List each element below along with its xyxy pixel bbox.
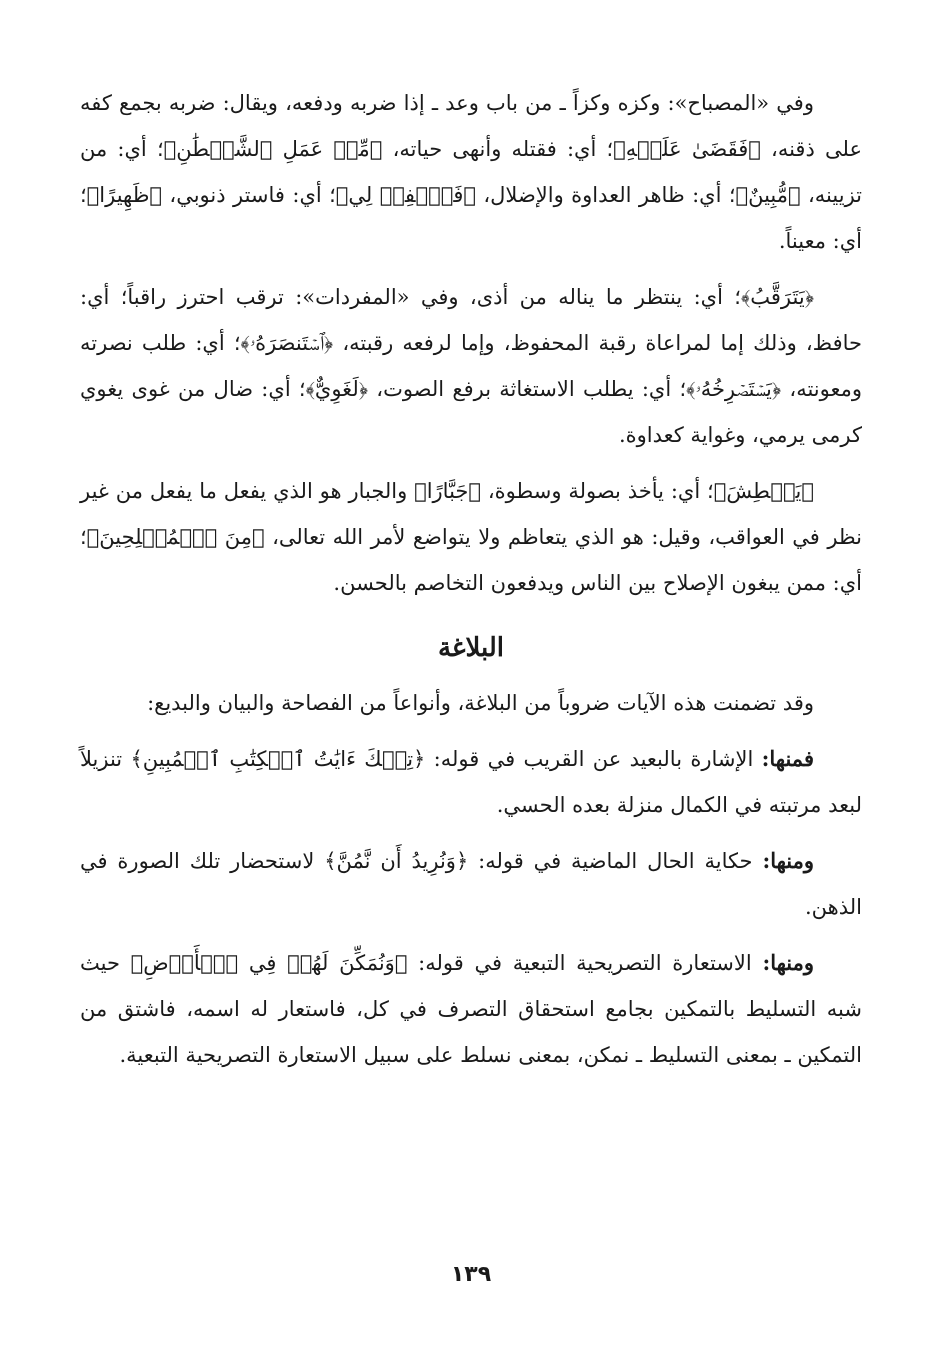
paragraph-balagha-intro: وقد تضمنت هذه الآيات ضروباً من البلاغة، وأنواعاً من الفصاحة والبيان والبديع: xyxy=(147,691,814,715)
item-lead: فمنها: xyxy=(761,746,814,771)
section-title: البلاغة xyxy=(437,633,505,663)
paragraph-misbah: وفي «المصباح»: وكزه وكزاً ـ من باب وعد ـ إذا ضربه ودفعه، ويقال: ضربه بجمع كفه على ذقنه، ﴿فَقَضَىٰ عَلَيۡهِ﴾؛ أي: فقتله وأنهى حياته، ﴿مِّنۡ عَمَلِ ٱلشَّيۡطَٰنِ﴾؛ أي: من تزيينه، ﴿مُّبِينٌ﴾؛ أي: ظاهر العداوة والإضلال، ﴿فَٱغۡفِرۡ لِي﴾؛ أي: فاستر ذنوبي، ﴿ظَهِيرًا﴾؛ أي: معيناً. xyxy=(80,91,862,253)
item-lead: ومنها: xyxy=(762,950,814,975)
balagha-item-1 xyxy=(80,736,862,828)
paragraph-yabtish: ﴿يَبۡطِشَ﴾؛ أي: يأخذ بصولة وسطوة، ﴿جَبَّارًا﴾ والجبار هو الذي يفعل ما يفعل من غير نظر في العواقب، وقيل: هو الذي يتعاظم ولا يتواضع لأمر الله تعالى، ﴿مِنَ ٱلۡمُصۡلِحِينَ﴾؛ أي: ممن يبغون الإصلاح بين الناس ويدفعون التخاصم بالحسن. xyxy=(80,479,862,595)
paragraph-yataraqqab: ﴿يَتَرَقَّبُ﴾؛ أي: ينتظر ما يناله من أذى، وفي «المفردات»: ترقب احترز راقباً؛ أي: حافظ، وذلك إما لمراعاة رقبة المحفوظ، وإما لرفعه رقبته، ﴿ٱسۡتَنصَرَهُۥ﴾؛ أي: طلب نصرته ومعونته، ﴿يَسۡتَصۡرِخُهُۥ﴾؛ أي: يطلب الاستغاثة برفع الصوت، ﴿لَغَوِيٌّ﴾؛ أي: ضال من غوى يغوي كرمى يرمي، وغواية كعداوة. xyxy=(80,285,862,447)
balagha-item-3 xyxy=(80,940,862,1078)
item-lead: ومنها: xyxy=(762,848,814,873)
balagha-item-2 xyxy=(80,838,862,930)
item-text: حكاية الحال الماضية في قوله: ﴿وَنُرِيدُ أَن نَّمُنَّ﴾ لاستحضار تلك الصورة في الذهن. xyxy=(80,849,862,919)
item-text: الاستعارة التصريحية التبعية في قوله: ﴿وَنُمَكِّنَ لَهُمۡ فِي ٱلۡأَرۡضِ﴾ حيث شبه التسليط بالتمكين بجامع استحقاق التصرف في كل، فاستعار له اسمه، فاشتق من التمكين ـ بمعنى التسليط ـ نمكن، بمعنى نسلط على سبيل الاستعارة التصريحية التبعية. xyxy=(80,951,862,1067)
item-text: الإشارة بالبعيد عن القريب في قوله: ﴿تِلۡكَ ءَايَٰتُ ٱلۡكِتَٰبِ ٱلۡمُبِينِ﴾ تنزيلاً لبعد مرتبته في الكمال منزلة بعده الحسي. xyxy=(80,747,862,817)
page-body xyxy=(80,80,862,1088)
page-number: ١٣٩ xyxy=(450,1262,492,1287)
